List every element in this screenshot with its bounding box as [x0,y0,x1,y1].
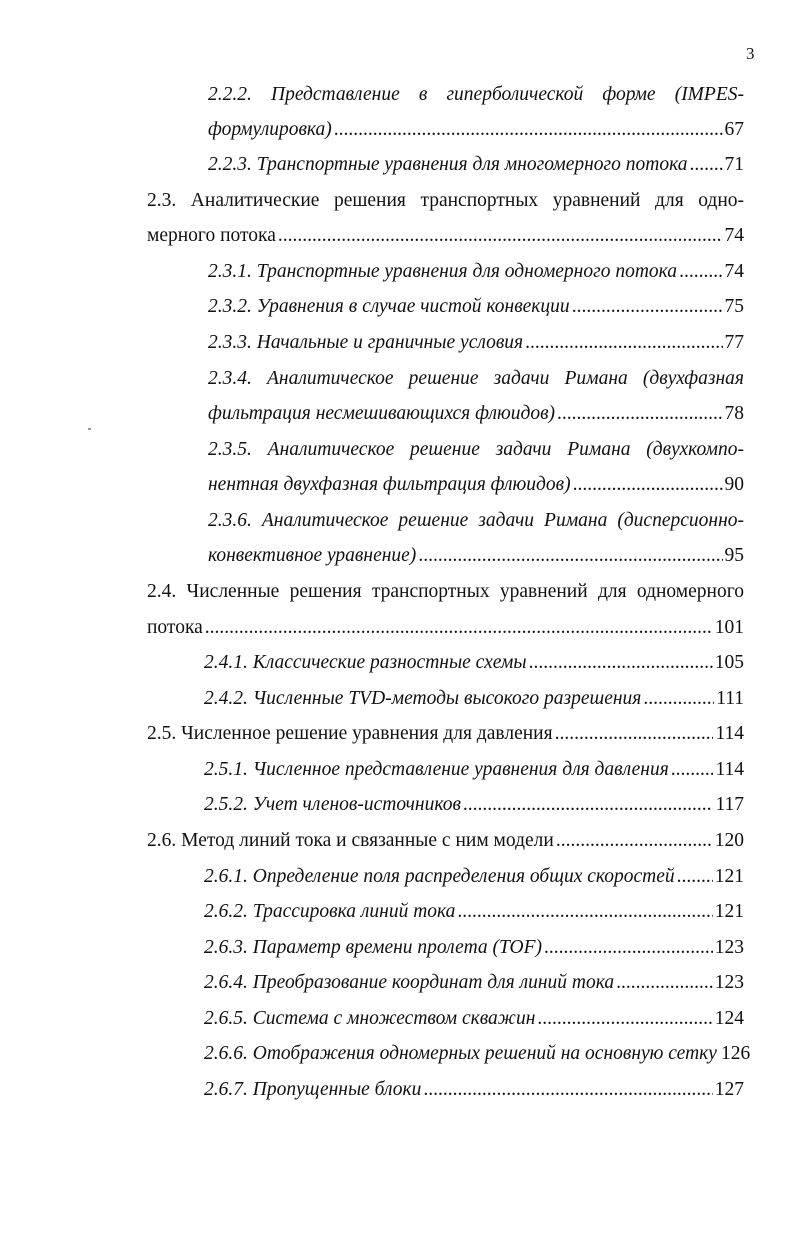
toc-entry-title: 2.5.2. Учет членов-источников [204,794,461,815]
leader-dots [557,399,722,429]
toc-entry-2-4-1[interactable] [204,648,744,678]
toc-page-number: 124 [714,1008,744,1029]
toc-entry-2-5-1[interactable] [204,755,744,785]
toc-page-number: 74 [724,261,744,282]
toc-entry-title: формулировка) [208,119,332,140]
toc-entry-2-3-5-line2[interactable] [208,470,744,500]
leader-dots [573,470,723,500]
toc-entry-title: 2.3.2. Уравнения в случае чистой конвекции [208,296,570,317]
toc-page-number: 71 [724,154,744,175]
toc-entry-2-3-2[interactable] [208,292,744,322]
toc-entry-2-6-2[interactable] [204,897,744,927]
toc-entry-2-3-6-line1[interactable]: 2.3.6. Аналитическое решение задачи Римана (дисперсионно- [208,510,744,531]
leader-dots [544,933,713,963]
toc-page-number: 123 [714,972,744,993]
toc-entry-title: мерного потока [147,225,276,246]
toc-entry-2-6-1[interactable] [204,862,744,892]
toc-entry-title: 2.6.3. Параметр времени пролета (TOF) [204,937,542,958]
toc-entry-2-3-3[interactable] [208,328,744,358]
toc-entry-title: 2.6.2. Трассировка линий тока [204,901,456,922]
toc-entry-2-6-5[interactable] [204,1004,744,1034]
toc-entry-2-4-2[interactable] [204,684,744,714]
toc-entry-2-3-4-line2[interactable] [208,399,744,429]
toc-page-number: 105 [714,652,744,673]
toc-entry-2-3-6-line2[interactable] [208,541,744,571]
toc-entry-2-3-1[interactable] [208,257,744,287]
toc-page-number: 67 [724,119,744,140]
toc-page-number: 114 [715,723,744,744]
page-number: 3 [746,44,755,63]
toc-page-number: 114 [715,759,744,780]
toc-page-number: 74 [724,225,744,246]
leader-dots [556,826,713,856]
leader-dots [418,541,722,571]
toc-entry-2-3-5-line1[interactable]: 2.3.5. Аналитическое решение задачи Римана (двухкомпо- [208,439,744,460]
toc-entry-title: 2.3.3. Начальные и граничные условия [208,332,524,353]
toc-entry-title: 2.3.1. Транспортные уравнения для одномерного потока [208,261,678,282]
toc-entry-title: 2.2.3. Транспортные уравнения для многомерного потока [208,154,688,175]
leader-dots [334,115,723,145]
toc-page-number: 90 [724,474,744,495]
toc-entry-title: 2.6.6. Отображения одномерных решений на основную сетку [204,1043,717,1064]
toc-entry-title: конвективное уравнение) [208,545,417,566]
leader-dots [457,897,712,927]
toc-entry-2-5-2[interactable] [204,790,744,820]
toc-page-number: 111 [716,688,744,709]
toc-entry-title: 2.6.4. Преобразование координат для линий тока [204,972,615,993]
toc-page-number: 101 [714,617,744,638]
leader-dots [423,1075,712,1105]
toc-entry-2-2-2-line1[interactable]: 2.2.2. Представление в гиперболической форме (IMPES- [208,84,744,105]
toc-entry-2-6-6[interactable] [204,1039,751,1069]
toc-entry-2-3-line2[interactable] [147,221,744,251]
leader-dots [525,328,722,358]
toc-page-number: 123 [714,937,744,958]
toc-entry-title: 2.6. Метод линий тока и связанные с ним модели [147,830,554,851]
leader-dots [529,648,713,678]
toc-page-number: 78 [724,403,744,424]
toc-page-number: 121 [714,866,744,887]
toc-entry-title: 2.4.1. Классические разностные схемы [204,652,527,673]
leader-dots [463,790,714,820]
leader-dots [690,150,723,180]
leader-dots [555,719,714,749]
toc-entry-title: 2.5. Численное решение уравнения для давления [147,723,553,744]
toc-entry-title: 2.4.2. Численные TVD-методы высокого разрешения [204,688,642,709]
toc-page-number: 77 [724,332,744,353]
leader-dots [679,257,722,287]
toc-page-number: 121 [714,901,744,922]
leader-dots [278,221,723,251]
toc-entry-title: потока [147,617,203,638]
leader-dots [616,968,713,998]
toc-entry-title: 2.6.5. Система с множеством скважин [204,1008,536,1029]
leader-dots [537,1004,712,1034]
toc-entry-2-6-3[interactable] [204,933,744,963]
toc-entry-2-3-4-line1[interactable]: 2.3.4. Аналитическое решение задачи Римана (двухфазная [208,368,744,389]
toc-entry-2-4-line2[interactable] [147,613,744,643]
toc-entry-2-2-2-line2[interactable] [208,115,744,145]
toc-entry-title: 2.6.1. Определение поля распределения общих скоростей [204,866,675,887]
toc-entry-title: 2.6.7. Пропущенные блоки [204,1079,422,1100]
toc-page-number: 126 [720,1043,751,1064]
leader-dots [671,755,714,785]
toc-entry-2-6-7[interactable] [204,1075,744,1105]
toc-entry-2-6-4[interactable] [204,968,744,998]
leader-dots [205,613,713,643]
toc-page-number: 117 [715,794,744,815]
toc-entry-2-3-line1[interactable]: 2.3. Аналитические решения транспортных уравнений для одно- [147,190,744,211]
leader-dots [572,292,723,322]
toc-entry-title: 2.5.1. Численное представление уравнения для давления [204,759,669,780]
leader-dots [643,684,714,714]
toc-entry-2-5[interactable] [147,719,744,749]
scan-artifact [88,428,91,430]
toc-page-number: 75 [724,296,744,317]
toc-entry-2-2-3[interactable] [208,150,744,180]
toc-page-number: 95 [724,545,744,566]
toc-entry-2-6[interactable] [147,826,744,856]
toc-entry-title: фильтрация несмешивающихся флюидов) [208,403,556,424]
leader-dots [677,862,713,892]
toc-entry-2-4-line1[interactable]: 2.4. Численные решения транспортных уравнений для одномерного [147,581,744,602]
toc-entry-title: нентная двухфазная фильтрация флюидов) [208,474,571,495]
toc-page-number: 120 [714,830,744,851]
toc-page-number: 127 [714,1079,744,1100]
